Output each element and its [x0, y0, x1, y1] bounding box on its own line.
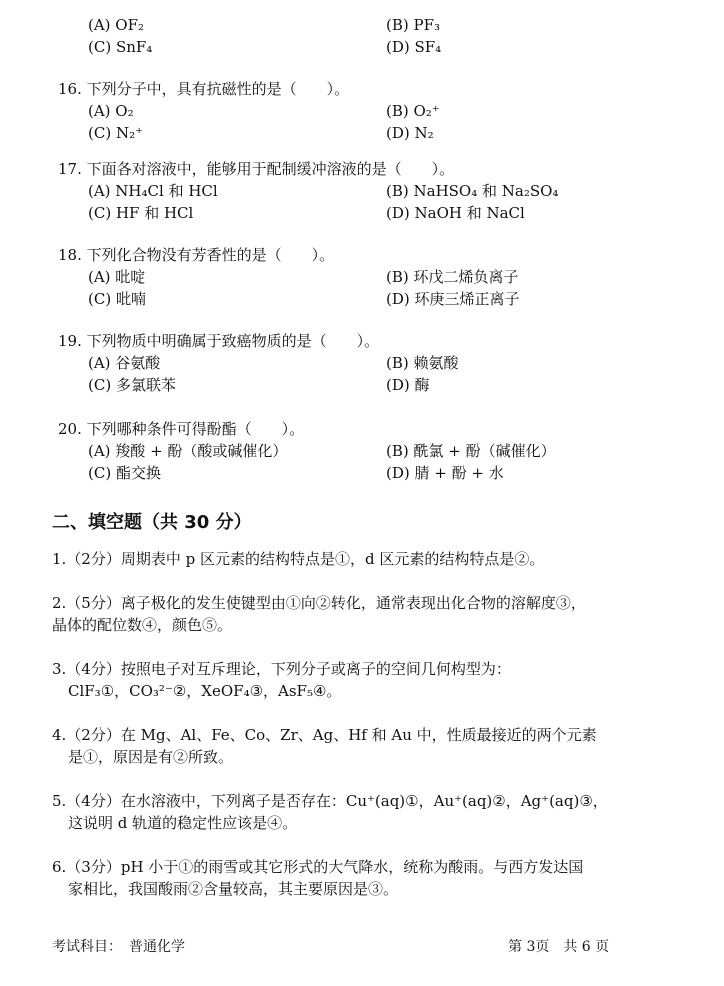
option-b: (B) 赖氨酸 [386, 354, 459, 372]
fill-text-line: 2.（5分）离子极化的发生使键型由①向②转化，通常表现出化合物的溶解度③， [52, 594, 586, 612]
option-c: (C) 多氯联苯 [88, 376, 176, 394]
fill-text-line: 家相比，我国酸雨②含量较高，其主要原因是③。 [68, 880, 399, 898]
fill-text-line: 5.（4分）在水溶液中，下列离子是否存在：Cu⁺(aq)①，Au⁺(aq)②，Ag⁺(aq)③， [52, 792, 608, 810]
question-16 [58, 78, 678, 144]
option-b: (B) 环戊二烯负离子 [386, 268, 519, 286]
question-stem: 20. 下列哪种条件可得酚酯（ ）。 [58, 420, 305, 438]
fill-question-2 [52, 592, 680, 636]
fill-question-3 [52, 658, 680, 702]
option-d: (D) 腈 + 酚 + 水 [386, 464, 504, 482]
option-b: (B) NaHSO₄ 和 Na₂SO₄ [386, 182, 559, 200]
question-17 [58, 158, 678, 224]
option-c: (C) 吡喃 [88, 290, 146, 308]
option-d: (D) N₂ [386, 124, 434, 142]
question-15-options [58, 14, 678, 58]
option-b: (B) PF₃ [386, 16, 441, 34]
fill-question-1 [52, 548, 680, 570]
question-stem: 16. 下列分子中，具有抗磁性的是（ ）。 [58, 80, 350, 98]
options-grid [88, 14, 678, 58]
option-d: (D) 环庚三烯正离子 [386, 290, 520, 308]
option-a: (A) 谷氨酸 [88, 354, 161, 372]
question-stem: 19. 下列物质中明确属于致癌物质的是（ ）。 [58, 332, 380, 350]
options-grid [88, 440, 678, 484]
question-20 [58, 418, 678, 484]
fill-text-line: 3.（4分）按照电子对互斥理论，下列分子或离子的空间几何构型为： [52, 660, 511, 678]
option-a: (A) OF₂ [88, 16, 145, 34]
options-grid [88, 180, 678, 224]
option-c: (C) N₂⁺ [88, 124, 144, 142]
fill-question-5 [52, 790, 680, 834]
option-a: (A) NH₄Cl 和 HCl [88, 182, 218, 200]
option-c: (C) 酯交换 [88, 464, 161, 482]
question-stem: 18. 下列化合物没有芳香性的是（ ）。 [58, 246, 335, 264]
question-19 [58, 330, 678, 396]
footer-subject: 考试科目： 普通化学 [52, 939, 185, 955]
option-d: (D) SF₄ [386, 38, 442, 56]
option-c: (C) HF 和 HCl [88, 204, 194, 222]
option-b: (B) O₂⁺ [386, 102, 440, 120]
option-a: (A) 吡啶 [88, 268, 146, 286]
fill-text-line: 6.（3分）pH 小于①的雨雪或其它形式的大气降水，统称为酸雨。与西方发达国 [52, 858, 584, 876]
fill-text-line: 1.（2分）周期表中 p 区元素的结构特点是①，d 区元素的结构特点是②。 [52, 550, 545, 568]
fill-text-line: 晶体的配位数④，颜色⑤。 [52, 616, 233, 634]
options-grid [88, 352, 678, 396]
fill-text-line: 这说明 d 轨道的稳定性应该是④。 [68, 814, 298, 832]
fill-text-line: ClF₃①，CO₃²⁻②，XeOF₄③，AsF₅④。 [68, 682, 342, 700]
options-grid [88, 266, 678, 310]
option-c: (C) SnF₄ [88, 38, 153, 56]
fill-text-line: 是①，原因是有②所致。 [68, 748, 234, 766]
fill-question-4 [52, 724, 680, 768]
option-a: (A) 羧酸 + 酚（酸或碱催化） [88, 442, 288, 460]
options-grid [88, 100, 678, 144]
fill-text-line: 4.（2分）在 Mg、Al、Fe、Co、Zr、Ag、Hf 和 Au 中，性质最接近的两个元素 [52, 726, 597, 744]
question-stem: 17. 下面各对溶液中，能够用于配制缓冲溶液的是（ ）。 [58, 160, 455, 178]
section-title: 二、填空题（共 30 分） [52, 512, 252, 533]
option-d: (D) NaOH 和 NaCl [386, 204, 525, 222]
question-18 [58, 244, 678, 310]
option-b: (B) 酰氯 + 酚（碱催化） [386, 442, 556, 460]
option-d: (D) 酶 [386, 376, 430, 394]
fill-question-6 [52, 856, 680, 900]
option-a: (A) O₂ [88, 102, 134, 120]
footer-page-number: 第 3页 共 6 页 [508, 939, 610, 955]
